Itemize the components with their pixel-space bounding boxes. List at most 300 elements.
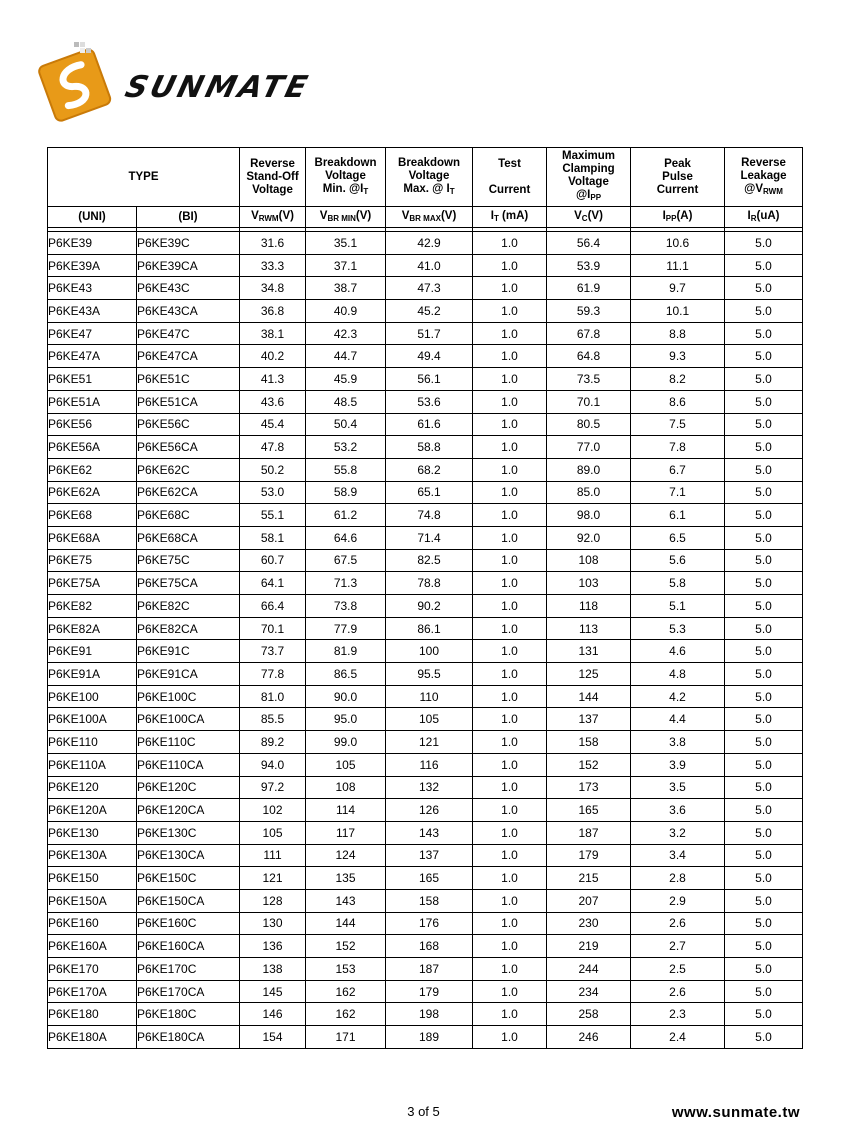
- uni-cell: P6KE62A: [48, 481, 137, 504]
- bi-cell: P6KE82C: [137, 595, 240, 618]
- reverse-leakage-cell: 5.0: [725, 481, 803, 504]
- vbr-min-cell: 48.5: [306, 390, 386, 413]
- test-current-cell: 1.0: [473, 368, 547, 391]
- vrwm-cell: 89.2: [240, 731, 306, 754]
- bi-cell: P6KE160CA: [137, 935, 240, 958]
- table-row: [48, 526, 803, 549]
- peak-pulse-current-cell: 6.1: [631, 504, 725, 527]
- vbr-min-header: Breakdown Voltage Min. $@I_T$: [306, 148, 386, 207]
- peak-pulse-current-cell: 3.2: [631, 821, 725, 844]
- vbr-max-cell: 58.8: [386, 436, 473, 459]
- uni-cell: P6KE120A: [48, 799, 137, 822]
- reverse-leakage-cell: 5.0: [725, 345, 803, 368]
- uni-cell: P6KE47: [48, 322, 137, 345]
- vbr-min-cell: 86.5: [306, 663, 386, 686]
- vbr-min-cell: 50.4: [306, 413, 386, 436]
- test-current-cell: 1.0: [473, 549, 547, 572]
- vbr-min-cell: 81.9: [306, 640, 386, 663]
- peak-pulse-current-cell: 3.9: [631, 753, 725, 776]
- page-number: 3 of 5: [407, 1104, 440, 1119]
- vbr-min-cell: 162: [306, 1003, 386, 1026]
- vbr-max-cell: 121: [386, 731, 473, 754]
- test-current-header: Test Current: [473, 148, 547, 207]
- peak-pulse-current-cell: 2.8: [631, 867, 725, 890]
- vbr-max-cell: 41.0: [386, 254, 473, 277]
- test-current-cell: 1.0: [473, 799, 547, 822]
- clamping-voltage-cell: 64.8: [547, 345, 631, 368]
- uni-cell: P6KE39: [48, 232, 137, 255]
- reverse-leakage-cell: 5.0: [725, 413, 803, 436]
- vrwm-cell: 85.5: [240, 708, 306, 731]
- peak-pulse-current-cell: 2.9: [631, 889, 725, 912]
- ipp-unit: $I_{PP}(A)$: [631, 207, 725, 228]
- bi-cell: P6KE91CA: [137, 663, 240, 686]
- bi-cell: P6KE100CA: [137, 708, 240, 731]
- vrwm-cell: 146: [240, 1003, 306, 1026]
- uni-cell: P6KE130: [48, 821, 137, 844]
- table-row: [48, 640, 803, 663]
- test-current-cell: 1.0: [473, 504, 547, 527]
- peak-pulse-current-cell: 7.5: [631, 413, 725, 436]
- vrwm-cell: 50.2: [240, 458, 306, 481]
- vbr-max-cell: 143: [386, 821, 473, 844]
- peak-pulse-current-cell: 4.6: [631, 640, 725, 663]
- peak-pulse-current-cell: 2.6: [631, 912, 725, 935]
- uni-cell: P6KE160A: [48, 935, 137, 958]
- uni-cell: P6KE56: [48, 413, 137, 436]
- vbr-max-cell: 82.5: [386, 549, 473, 572]
- vrwm-cell: 64.1: [240, 572, 306, 595]
- bi-cell: P6KE39C: [137, 232, 240, 255]
- uni-cell: P6KE56A: [48, 436, 137, 459]
- clamping-voltage-cell: 73.5: [547, 368, 631, 391]
- vrwm-cell: 94.0: [240, 753, 306, 776]
- peak-pulse-current-cell: 2.7: [631, 935, 725, 958]
- reverse-leakage-cell: 5.0: [725, 617, 803, 640]
- reverse-leakage-cell: 5.0: [725, 640, 803, 663]
- vbr-max-cell: 61.6: [386, 413, 473, 436]
- reverse-leakage-cell: 5.0: [725, 776, 803, 799]
- test-current-cell: 1.0: [473, 753, 547, 776]
- bi-cell: P6KE39CA: [137, 254, 240, 277]
- clamping-voltage-cell: 113: [547, 617, 631, 640]
- clamping-voltage-cell: 77.0: [547, 436, 631, 459]
- reverse-leakage-cell: 5.0: [725, 1003, 803, 1026]
- peak-pulse-current-cell: 10.6: [631, 232, 725, 255]
- website-link[interactable]: www.sunmate.tw: [671, 1104, 800, 1121]
- peak-pulse-current-cell: 10.1: [631, 300, 725, 323]
- vbr-min-cell: 135: [306, 867, 386, 890]
- peak-pulse-current-cell: 6.5: [631, 526, 725, 549]
- peak-pulse-current-cell: 5.8: [631, 572, 725, 595]
- vrwm-header: Reverse Stand-Off Voltage: [240, 148, 306, 207]
- vbr-max-cell: 42.9: [386, 232, 473, 255]
- vbr-max-cell: 100: [386, 640, 473, 663]
- reverse-leakage-cell: 5.0: [725, 549, 803, 572]
- uni-cell: P6KE91: [48, 640, 137, 663]
- bi-cell: P6KE62CA: [137, 481, 240, 504]
- clamping-voltage-cell: 144: [547, 685, 631, 708]
- test-current-cell: 1.0: [473, 617, 547, 640]
- clamping-voltage-cell: 234: [547, 980, 631, 1003]
- reverse-leakage-cell: 5.0: [725, 731, 803, 754]
- vbr-max-cell: 56.1: [386, 368, 473, 391]
- vrwm-cell: 97.2: [240, 776, 306, 799]
- clamping-voltage-cell: 152: [547, 753, 631, 776]
- clamping-voltage-cell: 59.3: [547, 300, 631, 323]
- clamping-voltage-cell: 187: [547, 821, 631, 844]
- vbr-max-cell: 65.1: [386, 481, 473, 504]
- clamping-voltage-cell: 92.0: [547, 526, 631, 549]
- clamping-voltage-cell: 230: [547, 912, 631, 935]
- test-current-cell: 1.0: [473, 867, 547, 890]
- peak-pulse-current-cell: 4.2: [631, 685, 725, 708]
- clamping-voltage-cell: 103: [547, 572, 631, 595]
- sunmate-logo-icon: [36, 40, 126, 130]
- vrwm-cell: 55.1: [240, 504, 306, 527]
- table-row: [48, 663, 803, 686]
- uni-cell: P6KE82A: [48, 617, 137, 640]
- uni-cell: P6KE51: [48, 368, 137, 391]
- peak-pulse-current-cell: 8.8: [631, 322, 725, 345]
- vbr-max-header: Breakdown Voltage Max. @ $I_T$: [386, 148, 473, 207]
- bi-cell: P6KE91C: [137, 640, 240, 663]
- vrwm-cell: 34.8: [240, 277, 306, 300]
- table-row: [48, 912, 803, 935]
- test-current-cell: 1.0: [473, 345, 547, 368]
- clamping-voltage-header: Maximum Clamping Voltage $@I_{PP}$: [547, 148, 631, 207]
- clamping-voltage-cell: 85.0: [547, 481, 631, 504]
- vbr-max-cell: 116: [386, 753, 473, 776]
- vbr-min-cell: 55.8: [306, 458, 386, 481]
- vrwm-cell: 43.6: [240, 390, 306, 413]
- peak-pulse-current-cell: 5.3: [631, 617, 725, 640]
- vbr-min-cell: 162: [306, 980, 386, 1003]
- bi-cell: P6KE51CA: [137, 390, 240, 413]
- vrwm-cell: 41.3: [240, 368, 306, 391]
- test-current-cell: 1.0: [473, 958, 547, 981]
- table-row: [48, 549, 803, 572]
- vbr-max-cell: 165: [386, 867, 473, 890]
- company-logo: [36, 40, 314, 130]
- clamping-voltage-cell: 80.5: [547, 413, 631, 436]
- bi-cell: P6KE56CA: [137, 436, 240, 459]
- bi-cell: P6KE180C: [137, 1003, 240, 1026]
- type-header: TYPE: [48, 148, 240, 207]
- table-row: [48, 844, 803, 867]
- vrwm-cell: 60.7: [240, 549, 306, 572]
- test-current-cell: 1.0: [473, 1003, 547, 1026]
- vbr-min-cell: 61.2: [306, 504, 386, 527]
- peak-pulse-current-cell: 8.2: [631, 368, 725, 391]
- vrwm-cell: 53.0: [240, 481, 306, 504]
- uni-cell: P6KE47A: [48, 345, 137, 368]
- vrwm-cell: 121: [240, 867, 306, 890]
- vrwm-cell: 145: [240, 980, 306, 1003]
- vbr-min-cell: 117: [306, 821, 386, 844]
- test-current-cell: 1.0: [473, 322, 547, 345]
- table-row: [48, 368, 803, 391]
- test-current-cell: 1.0: [473, 980, 547, 1003]
- peak-pulse-current-cell: 3.8: [631, 731, 725, 754]
- test-current-cell: 1.0: [473, 595, 547, 618]
- vbr-max-cell: 132: [386, 776, 473, 799]
- vrwm-cell: 33.3: [240, 254, 306, 277]
- vbr-max-cell: 68.2: [386, 458, 473, 481]
- vbr-min-cell: 124: [306, 844, 386, 867]
- peak-pulse-current-cell: 9.3: [631, 345, 725, 368]
- uni-cell: P6KE43: [48, 277, 137, 300]
- table-row: [48, 799, 803, 822]
- vbr-max-cell: 47.3: [386, 277, 473, 300]
- clamping-voltage-cell: 173: [547, 776, 631, 799]
- table-row: [48, 458, 803, 481]
- vbr-min-cell: 90.0: [306, 685, 386, 708]
- vbr-min-cell: 99.0: [306, 731, 386, 754]
- test-current-cell: 1.0: [473, 821, 547, 844]
- ir-unit: $I_R(uA)$: [725, 207, 803, 228]
- table-row: [48, 776, 803, 799]
- vrwm-cell: 38.1: [240, 322, 306, 345]
- reverse-leakage-cell: 5.0: [725, 436, 803, 459]
- bi-cell: P6KE47CA: [137, 345, 240, 368]
- clamping-voltage-cell: 98.0: [547, 504, 631, 527]
- vbr-min-cell: 171: [306, 1026, 386, 1049]
- bi-subheader: (BI): [137, 207, 240, 228]
- reverse-leakage-cell: 5.0: [725, 799, 803, 822]
- vbr-max-cell: 198: [386, 1003, 473, 1026]
- test-current-cell: 1.0: [473, 572, 547, 595]
- brand-name: SUNMATE: [121, 70, 314, 105]
- bi-cell: P6KE150CA: [137, 889, 240, 912]
- test-current-cell: 1.0: [473, 640, 547, 663]
- clamping-voltage-cell: 108: [547, 549, 631, 572]
- test-current-cell: 1.0: [473, 526, 547, 549]
- table-row: [48, 935, 803, 958]
- reverse-leakage-cell: 5.0: [725, 368, 803, 391]
- clamping-voltage-cell: 246: [547, 1026, 631, 1049]
- clamping-voltage-cell: 158: [547, 731, 631, 754]
- vbr-max-cell: 49.4: [386, 345, 473, 368]
- it-unit: $I_T$ (mA): [473, 207, 547, 228]
- vrwm-cell: 105: [240, 821, 306, 844]
- peak-pulse-current-cell: 11.1: [631, 254, 725, 277]
- vrwm-cell: 138: [240, 958, 306, 981]
- vbr-max-cell: 187: [386, 958, 473, 981]
- table-row: [48, 980, 803, 1003]
- reverse-leakage-cell: 5.0: [725, 300, 803, 323]
- test-current-cell: 1.0: [473, 663, 547, 686]
- vbr-max-cell: 51.7: [386, 322, 473, 345]
- vbr-min-cell: 67.5: [306, 549, 386, 572]
- vrwm-cell: 73.7: [240, 640, 306, 663]
- reverse-leakage-cell: 5.0: [725, 958, 803, 981]
- reverse-leakage-cell: 5.0: [725, 572, 803, 595]
- bi-cell: P6KE170C: [137, 958, 240, 981]
- uni-cell: P6KE75A: [48, 572, 137, 595]
- table-row: [48, 685, 803, 708]
- bi-cell: P6KE180CA: [137, 1026, 240, 1049]
- vbr-max-cell: 110: [386, 685, 473, 708]
- vbr-min-cell: 38.7: [306, 277, 386, 300]
- uni-cell: P6KE120: [48, 776, 137, 799]
- vrwm-cell: 77.8: [240, 663, 306, 686]
- peak-pulse-current-cell: 3.5: [631, 776, 725, 799]
- clamping-voltage-cell: 179: [547, 844, 631, 867]
- peak-pulse-current-cell: 7.8: [631, 436, 725, 459]
- reverse-leakage-cell: 5.0: [725, 844, 803, 867]
- reverse-leakage-cell: 5.0: [725, 254, 803, 277]
- vbr-max-cell: 176: [386, 912, 473, 935]
- table-row: [48, 1003, 803, 1026]
- test-current-cell: 1.0: [473, 458, 547, 481]
- bi-cell: P6KE43CA: [137, 300, 240, 323]
- vbr-min-cell: 144: [306, 912, 386, 935]
- reverse-leakage-cell: 5.0: [725, 458, 803, 481]
- vbr-max-cell: 189: [386, 1026, 473, 1049]
- vbr-max-cell: 105: [386, 708, 473, 731]
- table-row: [48, 322, 803, 345]
- uni-cell: P6KE68A: [48, 526, 137, 549]
- vbr-max-cell: 158: [386, 889, 473, 912]
- table-body: [48, 232, 803, 1049]
- clamping-voltage-cell: 125: [547, 663, 631, 686]
- vbr-max-cell: 168: [386, 935, 473, 958]
- clamping-voltage-cell: 215: [547, 867, 631, 890]
- vrwm-cell: 70.1: [240, 617, 306, 640]
- vbr-min-cell: 45.9: [306, 368, 386, 391]
- uni-cell: P6KE68: [48, 504, 137, 527]
- vrwm-cell: 47.8: [240, 436, 306, 459]
- peak-pulse-current-cell: 7.1: [631, 481, 725, 504]
- reverse-leakage-cell: 5.0: [725, 685, 803, 708]
- uni-cell: P6KE170A: [48, 980, 137, 1003]
- vrwm-cell: 81.0: [240, 685, 306, 708]
- bi-cell: P6KE47C: [137, 322, 240, 345]
- vbr-max-cell: 95.5: [386, 663, 473, 686]
- vbr-max-cell: 179: [386, 980, 473, 1003]
- bi-cell: P6KE170CA: [137, 980, 240, 1003]
- peak-pulse-current-cell: 6.7: [631, 458, 725, 481]
- table-row: [48, 277, 803, 300]
- table-row: [48, 413, 803, 436]
- bi-cell: P6KE120C: [137, 776, 240, 799]
- test-current-cell: 1.0: [473, 254, 547, 277]
- vbr-min-cell: 114: [306, 799, 386, 822]
- vbr-min-cell: 42.3: [306, 322, 386, 345]
- bi-cell: P6KE120CA: [137, 799, 240, 822]
- test-current-cell: 1.0: [473, 912, 547, 935]
- vrwm-cell: 154: [240, 1026, 306, 1049]
- uni-cell: P6KE150A: [48, 889, 137, 912]
- table-row: [48, 753, 803, 776]
- peak-pulse-current-cell: 4.4: [631, 708, 725, 731]
- peak-pulse-current-cell: 2.5: [631, 958, 725, 981]
- test-current-cell: 1.0: [473, 232, 547, 255]
- vbr-max-unit: $V_{BR MAX}(V)$: [386, 207, 473, 228]
- uni-cell: P6KE170: [48, 958, 137, 981]
- peak-pulse-current-cell: 2.4: [631, 1026, 725, 1049]
- spec-table: [47, 147, 803, 1049]
- bi-cell: P6KE43C: [137, 277, 240, 300]
- table-row: [48, 345, 803, 368]
- uni-cell: P6KE100: [48, 685, 137, 708]
- vbr-max-cell: 137: [386, 844, 473, 867]
- clamping-voltage-cell: 118: [547, 595, 631, 618]
- reverse-leakage-cell: 5.0: [725, 912, 803, 935]
- vbr-min-cell: 35.1: [306, 232, 386, 255]
- vrwm-cell: 128: [240, 889, 306, 912]
- uni-cell: P6KE110: [48, 731, 137, 754]
- bi-cell: P6KE75CA: [137, 572, 240, 595]
- uni-cell: P6KE82: [48, 595, 137, 618]
- test-current-cell: 1.0: [473, 685, 547, 708]
- uni-cell: P6KE43A: [48, 300, 137, 323]
- uni-cell: P6KE39A: [48, 254, 137, 277]
- table-row: [48, 617, 803, 640]
- bi-cell: P6KE100C: [137, 685, 240, 708]
- bi-cell: P6KE51C: [137, 368, 240, 391]
- vbr-min-cell: 95.0: [306, 708, 386, 731]
- table-row: [48, 232, 803, 255]
- test-current-cell: 1.0: [473, 300, 547, 323]
- reverse-leakage-cell: 5.0: [725, 390, 803, 413]
- clamping-voltage-cell: 61.9: [547, 277, 631, 300]
- test-current-cell: 1.0: [473, 413, 547, 436]
- test-current-cell: 1.0: [473, 277, 547, 300]
- uni-cell: P6KE110A: [48, 753, 137, 776]
- reverse-leakage-cell: 5.0: [725, 232, 803, 255]
- vrwm-cell: 36.8: [240, 300, 306, 323]
- peak-pulse-current-cell: 3.6: [631, 799, 725, 822]
- brand-wordmark: [122, 70, 314, 105]
- reverse-leakage-cell: 5.0: [725, 595, 803, 618]
- reverse-leakage-cell: 5.0: [725, 504, 803, 527]
- clamping-voltage-cell: 67.8: [547, 322, 631, 345]
- reverse-leakage-cell: 5.0: [725, 889, 803, 912]
- uni-cell: P6KE91A: [48, 663, 137, 686]
- reverse-leakage-cell: 5.0: [725, 526, 803, 549]
- table-row: [48, 731, 803, 754]
- bi-cell: P6KE62C: [137, 458, 240, 481]
- bi-cell: P6KE130C: [137, 821, 240, 844]
- table-row: [48, 821, 803, 844]
- uni-cell: P6KE180A: [48, 1026, 137, 1049]
- bi-cell: P6KE150C: [137, 867, 240, 890]
- clamping-voltage-cell: 53.9: [547, 254, 631, 277]
- vbr-max-cell: 45.2: [386, 300, 473, 323]
- test-current-cell: 1.0: [473, 1026, 547, 1049]
- table-row: [48, 1026, 803, 1049]
- vbr-min-unit: $V_{BR MIN}(V)$: [306, 207, 386, 228]
- uni-cell: P6KE75: [48, 549, 137, 572]
- bi-cell: P6KE110C: [137, 731, 240, 754]
- bi-cell: P6KE110CA: [137, 753, 240, 776]
- table-row: [48, 867, 803, 890]
- vrwm-cell: 136: [240, 935, 306, 958]
- vbr-min-cell: 40.9: [306, 300, 386, 323]
- vrwm-cell: 45.4: [240, 413, 306, 436]
- peak-pulse-current-cell: 8.6: [631, 390, 725, 413]
- vbr-min-cell: 73.8: [306, 595, 386, 618]
- reverse-leakage-cell: 5.0: [725, 277, 803, 300]
- bi-cell: P6KE130CA: [137, 844, 240, 867]
- peak-pulse-current-cell: 5.1: [631, 595, 725, 618]
- vrwm-cell: 31.6: [240, 232, 306, 255]
- vbr-min-cell: 44.7: [306, 345, 386, 368]
- reverse-leakage-cell: 5.0: [725, 753, 803, 776]
- reverse-leakage-cell: 5.0: [725, 980, 803, 1003]
